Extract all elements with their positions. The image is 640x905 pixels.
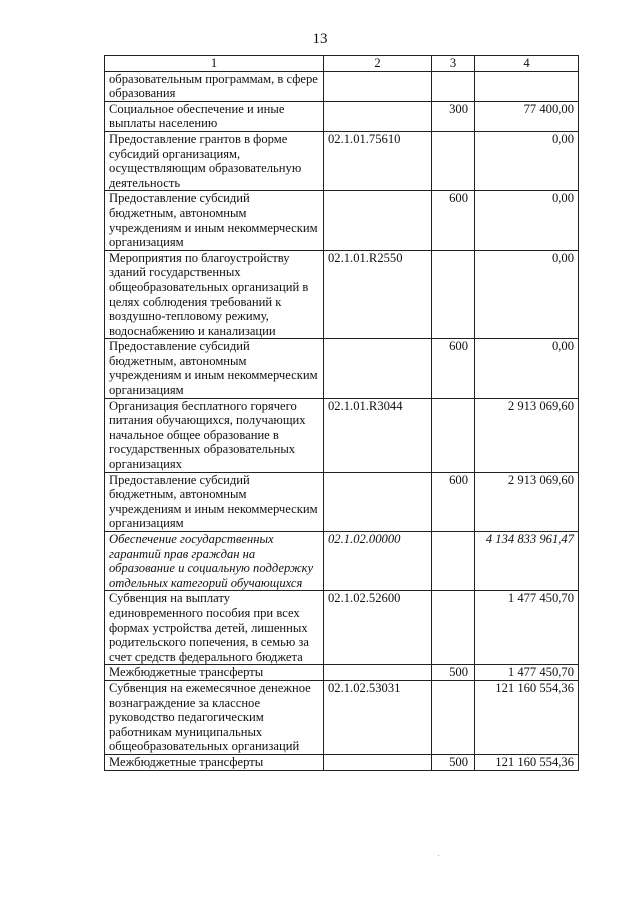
row-name: Мероприятия по благоустройству зданий государственных общеобразовательных организаций в целях соблюдения требований к воздушно-тепловому режиму, водоснабжению и канализации (105, 250, 324, 339)
scan-speck (438, 855, 439, 856)
row-name: Обеспечение государственных гарантий прав граждан на образование и социальную поддержку отдельных категорий обучающихся (105, 532, 324, 591)
row-amount: 0,00 (475, 131, 579, 190)
table-row (105, 680, 579, 754)
row-amount: 77 400,00 (475, 101, 579, 131)
row-name: Предоставление субсидий бюджетным, автономным учреждениям и иным некоммерческим организациям (105, 191, 324, 250)
row-type (432, 398, 475, 472)
row-code (324, 71, 432, 101)
row-amount (475, 71, 579, 101)
row-type (432, 680, 475, 754)
table-row (105, 101, 579, 131)
row-amount: 0,00 (475, 250, 579, 339)
row-amount: 2 913 069,60 (475, 398, 579, 472)
row-code: 02.1.02.00000 (324, 532, 432, 591)
row-name: образовательным программам, в сфере образования (105, 71, 324, 101)
row-amount: 1 477 450,70 (475, 665, 579, 681)
row-type (432, 250, 475, 339)
row-amount: 2 913 069,60 (475, 472, 579, 531)
table-row (105, 71, 579, 101)
row-code (324, 339, 432, 398)
row-code: 02.1.02.52600 (324, 591, 432, 665)
row-code: 02.1.02.53031 (324, 680, 432, 754)
row-code (324, 665, 432, 681)
header-col-2: 2 (324, 56, 432, 72)
table-row (105, 472, 579, 531)
row-code: 02.1.01.75610 (324, 131, 432, 190)
row-name: Предоставление субсидий бюджетным, автономным учреждениям и иным некоммерческим организациям (105, 472, 324, 531)
row-type: 500 (432, 754, 475, 770)
row-name: Организация бесплатного горячего питания обучающихся, получающих начальное общее образование в государственных образовательных организациях (105, 398, 324, 472)
header-col-4: 4 (475, 56, 579, 72)
row-type (432, 71, 475, 101)
row-amount: 121 160 554,36 (475, 680, 579, 754)
row-code (324, 754, 432, 770)
row-type (432, 532, 475, 591)
row-code (324, 101, 432, 131)
row-name: Межбюджетные трансферты (105, 754, 324, 770)
table-row (105, 339, 579, 398)
table-row-section (105, 532, 579, 591)
row-name: Субвенция на ежемесячное денежное вознаграждение за классное руководство педагогическим работникам муниципальных общеобразовательных организаций (105, 680, 324, 754)
table-row (105, 250, 579, 339)
page-number: 13 (312, 31, 328, 47)
row-code: 02.1.01.R2550 (324, 250, 432, 339)
row-type: 600 (432, 191, 475, 250)
header-col-1: 1 (105, 56, 324, 72)
row-name: Предоставление субсидий бюджетным, автономным учреждениям и иным некоммерческим организациям (105, 339, 324, 398)
budget-table (104, 55, 579, 771)
row-name: Межбюджетные трансферты (105, 665, 324, 681)
table-row (105, 591, 579, 665)
row-code (324, 191, 432, 250)
row-type: 600 (432, 339, 475, 398)
row-type: 300 (432, 101, 475, 131)
row-amount: 1 477 450,70 (475, 591, 579, 665)
row-amount: 4 134 833 961,47 (475, 532, 579, 591)
row-type (432, 131, 475, 190)
row-name: Предоставление грантов в форме субсидий организациям, осуществляющим образовательную деятельность (105, 131, 324, 190)
table-row (105, 665, 579, 681)
row-amount: 0,00 (475, 339, 579, 398)
table-row (105, 398, 579, 472)
row-amount: 0,00 (475, 191, 579, 250)
row-type: 500 (432, 665, 475, 681)
row-type: 600 (432, 472, 475, 531)
table-row (105, 131, 579, 190)
table-row (105, 191, 579, 250)
row-amount: 121 160 554,36 (475, 754, 579, 770)
header-col-3: 3 (432, 56, 475, 72)
row-type (432, 591, 475, 665)
row-code (324, 472, 432, 531)
table-row (105, 754, 579, 770)
table-header-row (105, 56, 579, 72)
row-name: Социальное обеспечение и иные выплаты населению (105, 101, 324, 131)
row-code: 02.1.01.R3044 (324, 398, 432, 472)
row-name: Субвенция на выплату единовременного пособия при всех формах устройства детей, лишенных родительского попечения, в семью за счет средств федерального бюджета (105, 591, 324, 665)
